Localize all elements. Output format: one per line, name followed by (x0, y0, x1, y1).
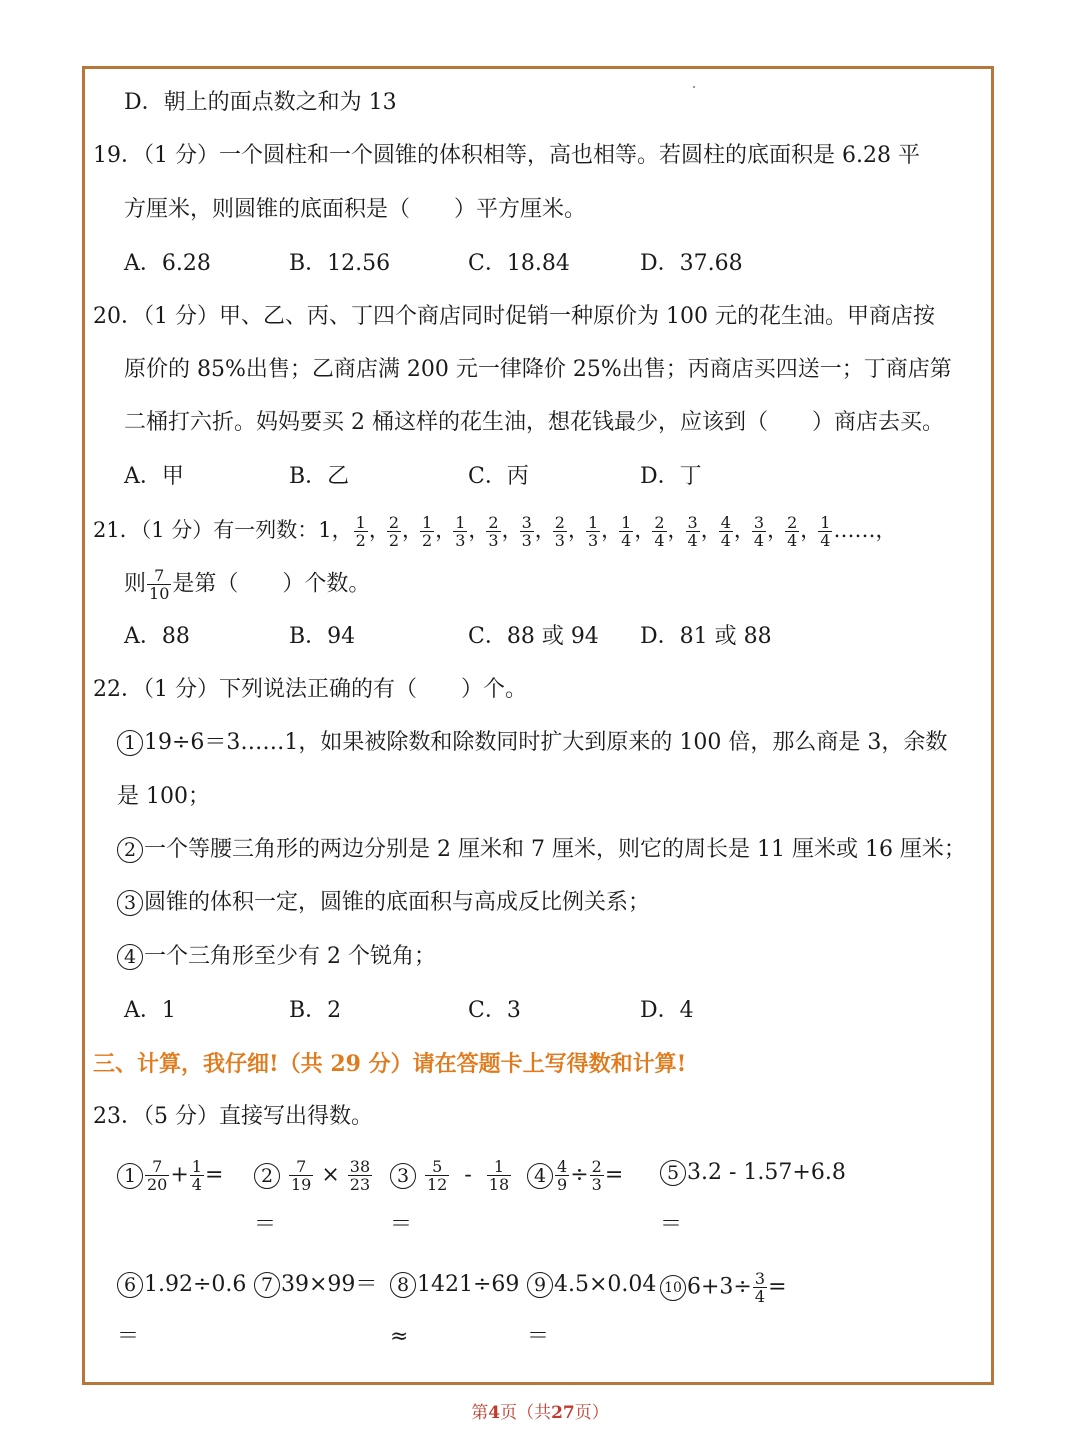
comma: ， (601, 518, 623, 542)
expr-8-text: 1421÷69 (417, 1272, 520, 1297)
numerator: 4 (720, 513, 731, 532)
q21-target-denominator: 10 (149, 584, 170, 603)
expr-5 (660, 1158, 846, 1188)
q22-statement-3 (117, 888, 650, 918)
q19-option-d: D．37.68 (640, 251, 743, 276)
q20-option-a: A．甲 (124, 464, 184, 489)
numerator: 2 (488, 513, 499, 532)
numerator: 1 (820, 513, 831, 532)
denominator: 3 (587, 531, 599, 550)
denominator: 23 (349, 1175, 371, 1194)
scan-speck (693, 86, 695, 88)
footer-page-number: 4 (488, 1403, 501, 1423)
circled-number-3: 3 (390, 1163, 416, 1189)
comma: ， (767, 518, 789, 542)
q21-prefix: 21．（1 分）有一列数：1， (93, 518, 353, 542)
comma: ， (368, 518, 390, 542)
expr-8-answer-approx: ≈ (390, 1324, 409, 1349)
q22-option-d: D．4 (640, 998, 694, 1023)
numerator: 1 (455, 513, 466, 532)
comma: ， (700, 518, 722, 542)
denominator: 2 (422, 531, 433, 550)
expr-3-frac-b (487, 1158, 511, 1193)
expr-3 (390, 1158, 512, 1193)
operator: × (321, 1162, 340, 1188)
expr-6-answer-equals: ＝ (117, 1324, 140, 1349)
expr-10-frac (753, 1270, 767, 1305)
numerator: 1 (422, 513, 433, 532)
q21-line2 (124, 567, 370, 602)
q22-option-a: A．1 (124, 998, 176, 1023)
q23-line1: 23．（5 分）直接写出得数。 (93, 1104, 373, 1129)
denominator: 4 (820, 531, 831, 550)
expr-2-frac-a (289, 1158, 313, 1193)
comma: ， (800, 518, 822, 542)
circled-number-7: 7 (254, 1272, 280, 1298)
expr-4-frac-a (555, 1158, 569, 1193)
expr-1 (117, 1158, 223, 1193)
q21-sequence-fraction (453, 514, 467, 549)
q21-sequence-fraction (785, 514, 799, 549)
q19-option-b: B．12.56 (289, 251, 391, 276)
q20-option-d: D．丁 (640, 464, 702, 489)
operator: + (170, 1162, 189, 1188)
equals-sign: = (604, 1162, 624, 1188)
denominator: 3 (455, 531, 466, 550)
comma: ， (435, 518, 457, 542)
q22-s4-text: 一个三角形至少有 2 个锐角； (144, 944, 436, 969)
numerator: 7 (289, 1158, 313, 1176)
section-3-heading: 三、计算，我仔细!（共 29 分）请在答题卡上写得数和计算! (93, 1051, 687, 1077)
numerator: 2 (388, 513, 399, 532)
numerator: 1 (587, 513, 599, 532)
q21-sequence-fraction (586, 514, 600, 549)
q21-target-numerator: 7 (147, 567, 171, 585)
expr-7-text: 39×99＝ (281, 1272, 378, 1297)
circled-number-8: 8 (390, 1272, 416, 1298)
q21-sequence-fraction (619, 514, 633, 549)
numerator: 1 (621, 513, 632, 532)
comma: ， (567, 518, 589, 542)
q21-option-a: A．88 (124, 624, 190, 649)
circled-number-6: 6 (117, 1272, 143, 1298)
expr-10-text: 6+3÷ (687, 1274, 752, 1300)
q21-sequence-fraction (387, 514, 401, 549)
expr-4 (527, 1158, 623, 1193)
q21-option-d: D．81 或 88 (640, 624, 772, 649)
equals-sign: = (768, 1274, 787, 1300)
comma: ， (402, 518, 423, 542)
denominator: 2 (388, 531, 399, 550)
q21-sequence-fraction (486, 514, 500, 549)
comma: ， (733, 518, 755, 542)
numerator: 2 (554, 513, 565, 532)
q21-sequence-fraction (752, 514, 766, 549)
q19-line2: 方厘米，则圆锥的底面积是（ ）平方厘米。 (124, 197, 587, 222)
expr-5-text: 3.2 - 1.57+6.8 (687, 1160, 846, 1185)
expr-3-frac-a (425, 1158, 449, 1193)
comma: ， (468, 518, 490, 542)
denominator: 19 (291, 1175, 312, 1194)
numerator: 7 (145, 1158, 169, 1176)
comma: ， (667, 518, 689, 542)
q21-sequence-fraction (818, 514, 832, 549)
numerator: 3 (754, 1269, 766, 1288)
numerator: 4 (557, 1157, 568, 1176)
q20-line1: 20．（1 分）甲、乙、丙、丁四个商店同时促销一种原价为 100 元的花生油。甲商店按 (93, 304, 935, 329)
comma: ， (634, 518, 656, 542)
q22-s1-text: 19÷6＝3……1，如果被除数和除数同时扩大到原来的 100 倍，那么商是 3，余数 (144, 730, 948, 755)
footer-mid: 页（共 (500, 1403, 552, 1423)
expr-6 (117, 1270, 246, 1300)
numerator: 3 (521, 513, 532, 532)
numerator: 1 (487, 1158, 511, 1176)
denominator: 3 (554, 531, 565, 550)
denominator: 4 (191, 1175, 202, 1194)
circled-number-3: 3 (117, 890, 143, 916)
circled-number-4: 4 (527, 1163, 553, 1189)
q22-option-c: C．3 (468, 998, 521, 1023)
circled-number-10: 10 (660, 1275, 686, 1301)
numerator: 2 (591, 1157, 602, 1176)
circled-number-2: 2 (117, 837, 143, 863)
numerator: 5 (425, 1158, 449, 1176)
expr-2-frac-b (348, 1158, 372, 1193)
denominator: 2 (355, 531, 366, 550)
q20-option-b: B．乙 (289, 464, 350, 489)
circled-number-5: 5 (660, 1160, 686, 1186)
expr-1-frac-b (190, 1158, 204, 1193)
denominator: 4 (753, 531, 765, 550)
denominator: 3 (591, 1175, 602, 1194)
q20-line2: 原价的 85%出售；乙商店满 200 元一律降价 25%出售；丙商店买四送一；丁商店第 (124, 357, 952, 382)
q18-option-d: D．朝上的面点数之和为 13 (124, 90, 397, 115)
q21-sequence-fraction (420, 514, 434, 549)
q22-s3-text: 圆锥的体积一定，圆锥的底面积与高成反比例关系； (144, 890, 651, 915)
q19-line1: 19．（1 分）一个圆柱和一个圆锥的体积相等，高也相等。若圆柱的底面积是 6.28 平 (93, 143, 920, 168)
expr-9-answer-equals: ＝ (527, 1324, 550, 1349)
q21-sequence-fraction (520, 514, 534, 549)
q21-option-c: C．88 或 94 (468, 624, 599, 649)
denominator: 4 (787, 531, 798, 550)
expr-1-frac-a (145, 1158, 169, 1193)
denominator: 20 (147, 1175, 168, 1194)
numerator: 3 (687, 513, 698, 532)
footer-pre: 第 (471, 1403, 489, 1423)
denominator: 4 (687, 531, 698, 550)
numerator: 2 (654, 513, 665, 532)
denominator: 9 (557, 1175, 568, 1194)
expr-2-answer-equals: ＝ (254, 1212, 277, 1237)
denominator: 12 (427, 1175, 448, 1194)
q22-line1: 22．（1 分）下列说法正确的有（ ）个。 (93, 677, 527, 702)
denominator: 4 (654, 531, 665, 550)
expr-7 (254, 1270, 377, 1300)
q22-statement-1-cont: 是 100； (117, 784, 210, 809)
denominator: 18 (488, 1175, 510, 1194)
q21-sequence-fraction (652, 514, 666, 549)
footer-post: 页） (574, 1403, 609, 1423)
q22-s2-text: 一个等腰三角形的两边分别是 2 厘米和 7 厘米，则它的周长是 11 厘米或 16 厘米； (144, 837, 966, 862)
page-footer (0, 1398, 1080, 1423)
q20-line3: 二桶打六折。妈妈要买 2 桶这样的花生油，想花钱最少，应该到（ ）商店去买。 (124, 410, 944, 435)
q20-option-c: C．丙 (468, 464, 529, 489)
comma: ， (501, 518, 523, 542)
q19-option-c: C．18.84 (468, 251, 570, 276)
q21-sequence-fraction (719, 514, 733, 549)
denominator: 3 (488, 531, 499, 550)
footer-total-pages: 27 (551, 1403, 575, 1423)
q21-line2-pre: 则 (124, 571, 147, 597)
numerator: 1 (191, 1157, 202, 1176)
comma: ， (534, 518, 556, 542)
q21-sequence-fraction (354, 514, 368, 549)
q22-statement-2 (117, 835, 966, 865)
circled-number-1: 1 (117, 730, 143, 756)
expr-4-frac-b (590, 1158, 604, 1193)
q22-option-b: B．2 (289, 998, 342, 1023)
circled-number-4: 4 (117, 944, 143, 970)
circled-number-1: 1 (117, 1163, 143, 1189)
expr-9-text: 4.5×0.04 (554, 1272, 657, 1297)
expr-3-answer-equals: ＝ (390, 1212, 413, 1237)
denominator: 4 (720, 531, 731, 550)
expr-8 (390, 1270, 519, 1300)
operator: - (464, 1162, 472, 1188)
equals-sign: = (204, 1162, 224, 1188)
q21-target-fraction (147, 567, 171, 602)
circled-number-9: 9 (527, 1272, 553, 1298)
q21-line1 (93, 514, 896, 549)
operator: ÷ (570, 1162, 589, 1188)
expr-2 (254, 1158, 373, 1193)
expr-9 (527, 1270, 656, 1300)
q21-sequence (353, 513, 834, 550)
denominator: 3 (521, 531, 532, 550)
q22-statement-1 (117, 728, 947, 758)
circled-number-2: 2 (254, 1163, 280, 1189)
expr-5-answer-equals: ＝ (660, 1212, 683, 1237)
expr-6-text: 1.92÷0.6 (144, 1272, 247, 1297)
q19-option-a: A．6.28 (124, 251, 211, 276)
numerator: 2 (787, 513, 798, 532)
q21-suffix: ……， (833, 518, 897, 542)
numerator: 1 (355, 513, 366, 532)
q21-sequence-fraction (686, 514, 700, 549)
q21-option-b: B．94 (289, 624, 356, 649)
q21-line2-post: 是第（ ）个数。 (172, 571, 371, 597)
denominator: 4 (621, 531, 632, 550)
denominator: 4 (754, 1287, 766, 1306)
q22-statement-4 (117, 942, 436, 972)
expr-10 (660, 1270, 787, 1305)
numerator: 38 (349, 1157, 371, 1176)
numerator: 3 (753, 513, 765, 532)
q21-sequence-fraction (553, 514, 567, 549)
